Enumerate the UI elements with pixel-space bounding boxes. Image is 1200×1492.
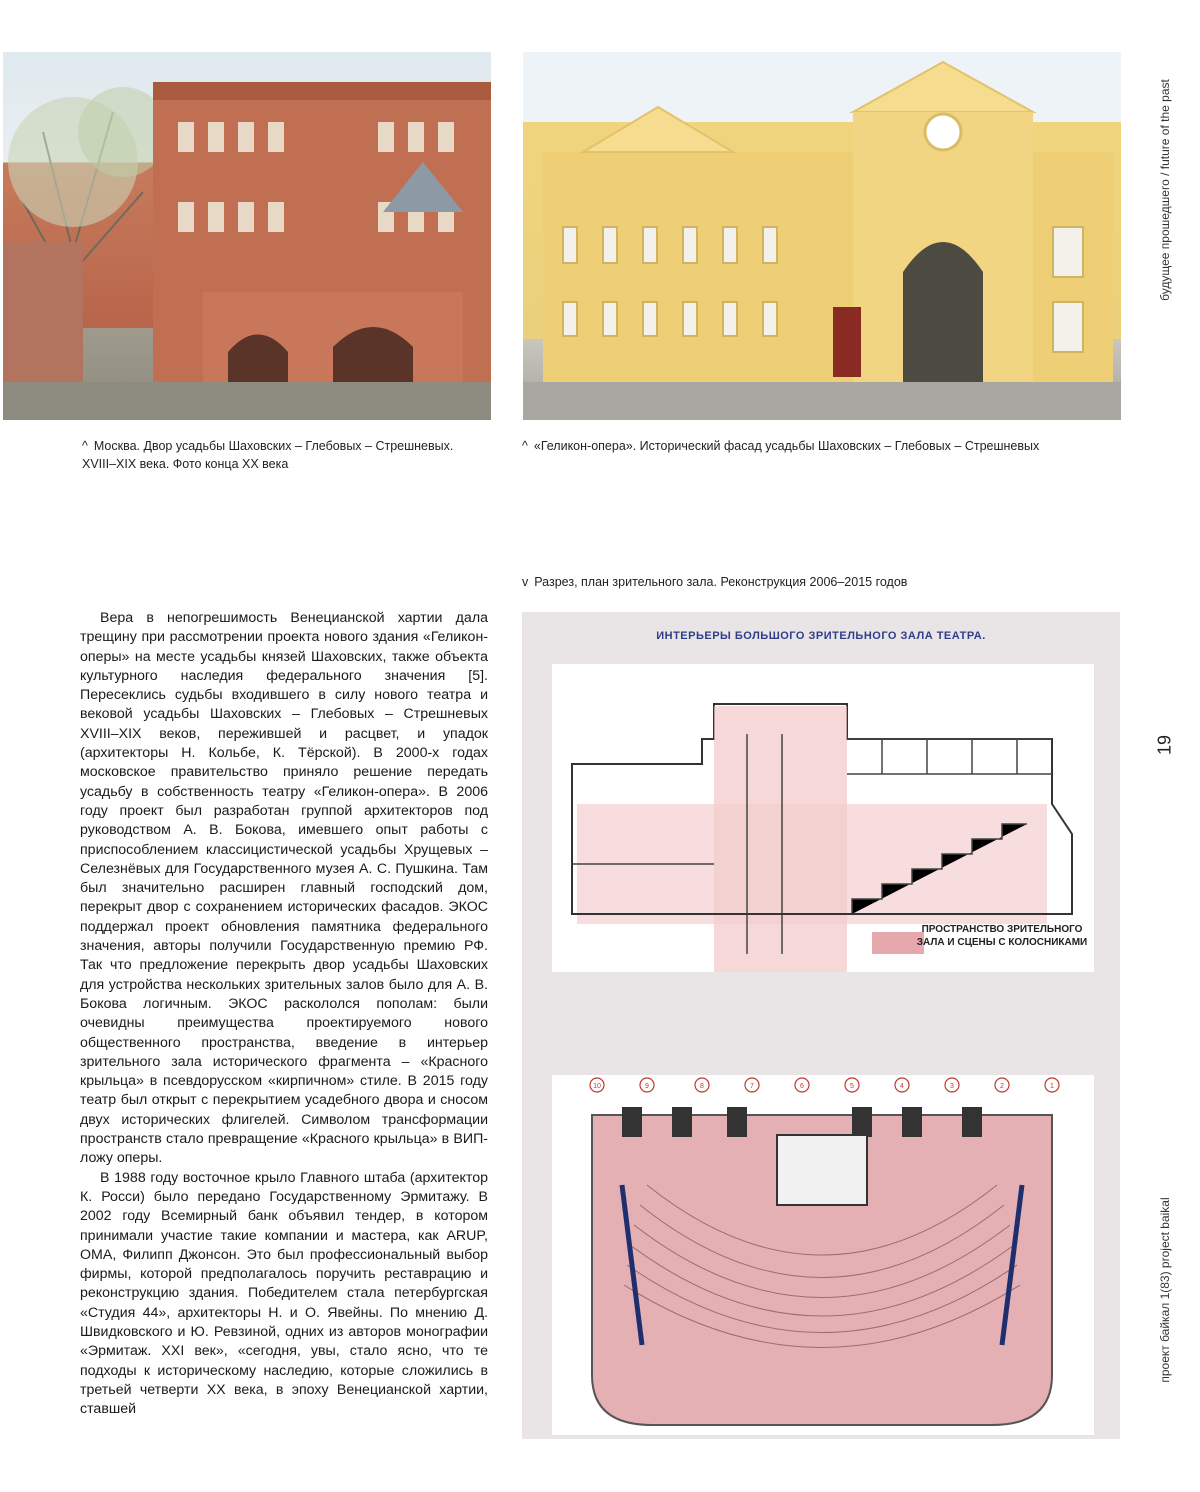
plan-axis-label: 6 (800, 1083, 804, 1090)
legend-line1: ПРОСТРАНСТВО ЗРИТЕЛЬНОГО (921, 924, 1083, 935)
article-paragraph: Вера в непогрешимость Венецианской хартии дала трещину при рассмотрении проекта нового здания «Геликон-оперы» на месте усадьбы князей Шаховских, также объекта культурного наследия федерального значения [5]. Пересеклись судьбы входившего в силу нового театра и вековой усадьбы Шаховских – Глебовых – Стрешневых XVIII–XIX веков, пережившей и расцвет, и упадок (архитекторы Н. Кольбе, К. Тёрской). В 2000-х годах московское правительство приняло решение передать усадьбу в собственность театру «Геликон-опера». В 2006 году проект был разработан группой архитекторов под руководством А. В. Бокова, имевшего опыт работы с приспособлением классицистической усадьбы Хрущевых – Селезнёвых для Государственного музея А. С. Пушкина. Там был значительно расширен главный господский дом, перекрыт двор с сохранением исторических фасадов. ЭКОС поддержал проект обновления памятника федерального значения, авторы получили Государственную премию РФ. Так что предложение перекрыть двор усадьбы Шаховских для устройства нескольких зрительных залов было для А. В. Бокова логичным. ЭКОС раскололся пополам: были очевидны преимущества проектируемого нового общественного пространства, введение в интерьер зрительного зала исторического фрагмента – «Красного крыльца» в псевдорусском «кирпичном» стиле. В 2015 году театр был открыт с перекрытием усадебного двора и сносом двух исторических флигелей. Символом трансформации пространств стало превращение «Красного крыльца» в ВИП-ложу оперы. (80, 610, 488, 1167)
plan-axis-label: 10 (593, 1083, 601, 1090)
legend-line2: ЗАЛА И СЦЕНЫ С КОЛОСНИКАМИ (916, 937, 1088, 948)
page-number (1150, 725, 1180, 765)
courtyard-caption-line2: XVIII–XIX века. Фото конца XX века (82, 457, 289, 471)
facade-caption-text: «Геликон-опера». Исторический фасад усадьбы Шаховских – Глебовых – Стрешневых (533, 439, 1040, 453)
auditorium-plan-drawing (552, 1075, 1094, 1435)
facade-photo (523, 52, 1121, 420)
drawing-legend (912, 923, 1092, 949)
plan-axis-label: 5 (850, 1083, 854, 1090)
plan-axis-label: 8 (700, 1083, 704, 1090)
drawing-caption (522, 573, 1122, 591)
facade-illustration (523, 52, 1121, 420)
drawing-caption-text: Разрез, план зрительного зала. Реконструкция 2006–2015 годов (534, 575, 908, 589)
drawing-title: ИНТЕРЬЕРЫ БОЛЬШОГО ЗРИТЕЛЬНОГО ЗАЛА ТЕАТРА. (656, 630, 986, 642)
plan-axis-label: 3 (950, 1083, 954, 1090)
plan-axis-label: 2 (1000, 1083, 1004, 1090)
running-title-text: будущее прошедшего / future of the past (1158, 79, 1172, 301)
article-paragraph: В 1988 году восточное крыло Главного штаба (архитектор К. Росси) было передано Государственному Эрмитажу. В 2002 году Всемирный банк объявил тендер, в котором принимали участие такие компании и мастера, как ARUP, OMA, Филипп Джонсон. Это был профессиональный выбор фирмы, которой предполагалось поручить реставрацию и реконструкцию здания. Победителем стала петербургская «Студия 44», архитекторы Н. и О. Явейны. По мнению Д. Швидковского и Ю. Ревзиной, одних из авторов монографии «Эрмитаж. XXI век», «сегодня, увы, стало ясно, что те подходы к историческому наследию, которые сложились в третьей четверти XX века, в эпоху Венецианской хартии, ставшей (80, 1169, 488, 1418)
plan-axis-markers (590, 1078, 1059, 1092)
plan-axis-label: 4 (900, 1083, 904, 1090)
plan-axis-label: 1 (1050, 1083, 1054, 1090)
caption-up-mark: ^ (522, 439, 528, 453)
architectural-drawing-panel (522, 612, 1120, 1439)
journal-title (1150, 1100, 1180, 1480)
plan-axis-label: 7 (750, 1083, 754, 1090)
caption-down-mark: v (522, 575, 529, 589)
caption-up-mark: ^ (82, 439, 88, 453)
journal-title-text: проект байкал 1(83) project baikal (1158, 1197, 1172, 1383)
courtyard-photo-caption (82, 437, 482, 473)
courtyard-illustration (3, 52, 491, 420)
page-number-text: 19 (1154, 734, 1175, 756)
courtyard-photo (3, 52, 491, 420)
plan-illustration (552, 1075, 1094, 1435)
running-title (1150, 40, 1180, 340)
article-body (80, 609, 488, 1419)
plan-axis-label: 9 (645, 1083, 649, 1090)
theatre-section-drawing (552, 664, 1094, 972)
facade-photo-caption (522, 437, 1122, 455)
courtyard-caption-line1: Москва. Двор усадьбы Шаховских – Глебовых – Стрешневых. (93, 439, 454, 453)
